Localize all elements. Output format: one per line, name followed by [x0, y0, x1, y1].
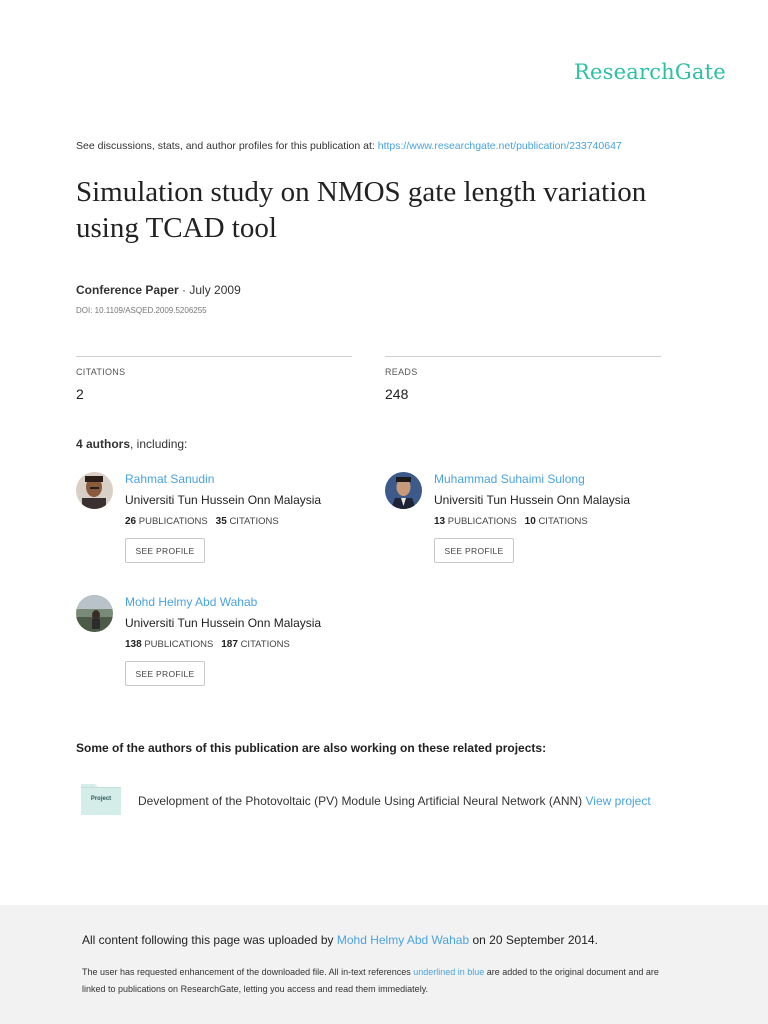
- citations-label: CITATIONS: [229, 516, 279, 527]
- see-profile-button[interactable]: SEE PROFILE: [434, 538, 514, 563]
- author-stats: [434, 516, 588, 527]
- see-discussions-line: [76, 140, 622, 152]
- note-suffix: are added to the original document and are linked to publications on ResearchGate, letting you access and read them immediately.: [82, 967, 659, 994]
- author-card: [76, 472, 376, 582]
- citations-label: CITATIONS: [240, 639, 290, 650]
- author-name-link[interactable]: Mohd Helmy Abd Wahab: [125, 595, 258, 609]
- uploader-link[interactable]: Mohd Helmy Abd Wahab: [336, 933, 470, 947]
- author-avatar[interactable]: [76, 472, 113, 509]
- authors-heading: [76, 437, 187, 451]
- author-name-link[interactable]: Rahmat Sanudin: [125, 472, 215, 486]
- paper-title: Simulation study on NMOS gate length variation using TCAD tool: [76, 176, 647, 244]
- publications-count: 138: [125, 639, 142, 650]
- paper-type: Conference Paper: [76, 283, 179, 297]
- author-institution: Universiti Tun Hussein Onn Malaysia: [125, 616, 322, 630]
- publications-count: 13: [434, 516, 446, 527]
- author-institution: Universiti Tun Hussein Onn Malaysia: [125, 493, 322, 507]
- see-discussions-text: See discussions, stats, and author profiles for this publication at:: [76, 140, 378, 152]
- underlined-in-blue-link[interactable]: underlined in blue: [413, 967, 485, 977]
- citations-count: 10: [524, 516, 536, 527]
- project-folder-icon[interactable]: [80, 781, 122, 816]
- publication-url-link[interactable]: https://www.researchgate.net/publication/233740647: [377, 140, 622, 152]
- citations-label: CITATIONS: [76, 367, 126, 377]
- see-profile-button[interactable]: SEE PROFILE: [125, 538, 205, 563]
- project-icon-label: Project: [90, 796, 112, 802]
- publications-label: PUBLICATIONS: [138, 516, 208, 527]
- paper-type-line: [76, 283, 241, 297]
- author-avatar[interactable]: [76, 595, 113, 632]
- upload-suffix: on 20 September 2014.: [469, 933, 598, 947]
- author-avatar[interactable]: [385, 472, 422, 509]
- project-title: Development of the Photovoltaic (PV) Module Using Artificial Neural Network (ANN): [138, 794, 586, 808]
- related-projects-heading: Some of the authors of this publication are also working on these related projects:: [76, 741, 547, 755]
- upload-prefix: All content following this page was uploaded by: [82, 933, 337, 947]
- author-name-link[interactable]: Muhammad Suhaimi Sulong: [434, 472, 585, 486]
- reads-value: 248: [385, 386, 409, 402]
- upload-info: [82, 933, 598, 947]
- footer: [0, 905, 768, 1024]
- see-profile-button[interactable]: SEE PROFILE: [125, 661, 205, 686]
- paper-date: · July 2009: [178, 283, 241, 297]
- researchgate-logo[interactable]: ResearchGate: [574, 60, 726, 84]
- reads-label: READS: [385, 367, 418, 377]
- citations-count: 187: [221, 639, 238, 650]
- view-project-link[interactable]: View project: [585, 794, 651, 808]
- project-item: [138, 794, 651, 808]
- note-prefix: The user has requested enhancement of the downloaded file. All in-text references: [82, 967, 414, 977]
- reads-stat: [385, 356, 661, 402]
- author-stats: [125, 516, 279, 527]
- author-institution: Universiti Tun Hussein Onn Malaysia: [434, 493, 631, 507]
- paper-doi: DOI: 10.1109/ASQED.2009.5206255: [76, 306, 207, 315]
- authors-count: 4 authors: [76, 437, 131, 451]
- author-card: [76, 595, 376, 705]
- authors-suffix: , including:: [130, 437, 188, 451]
- citations-count: 35: [215, 516, 227, 527]
- publications-label: PUBLICATIONS: [144, 639, 214, 650]
- author-stats: [125, 639, 290, 650]
- publications-count: 26: [125, 516, 137, 527]
- publications-label: PUBLICATIONS: [447, 516, 517, 527]
- citations-label: CITATIONS: [538, 516, 588, 527]
- citations-value: 2: [76, 386, 84, 402]
- citations-stat: [76, 356, 352, 402]
- author-card: [385, 472, 685, 582]
- enhancement-note: [82, 964, 682, 998]
